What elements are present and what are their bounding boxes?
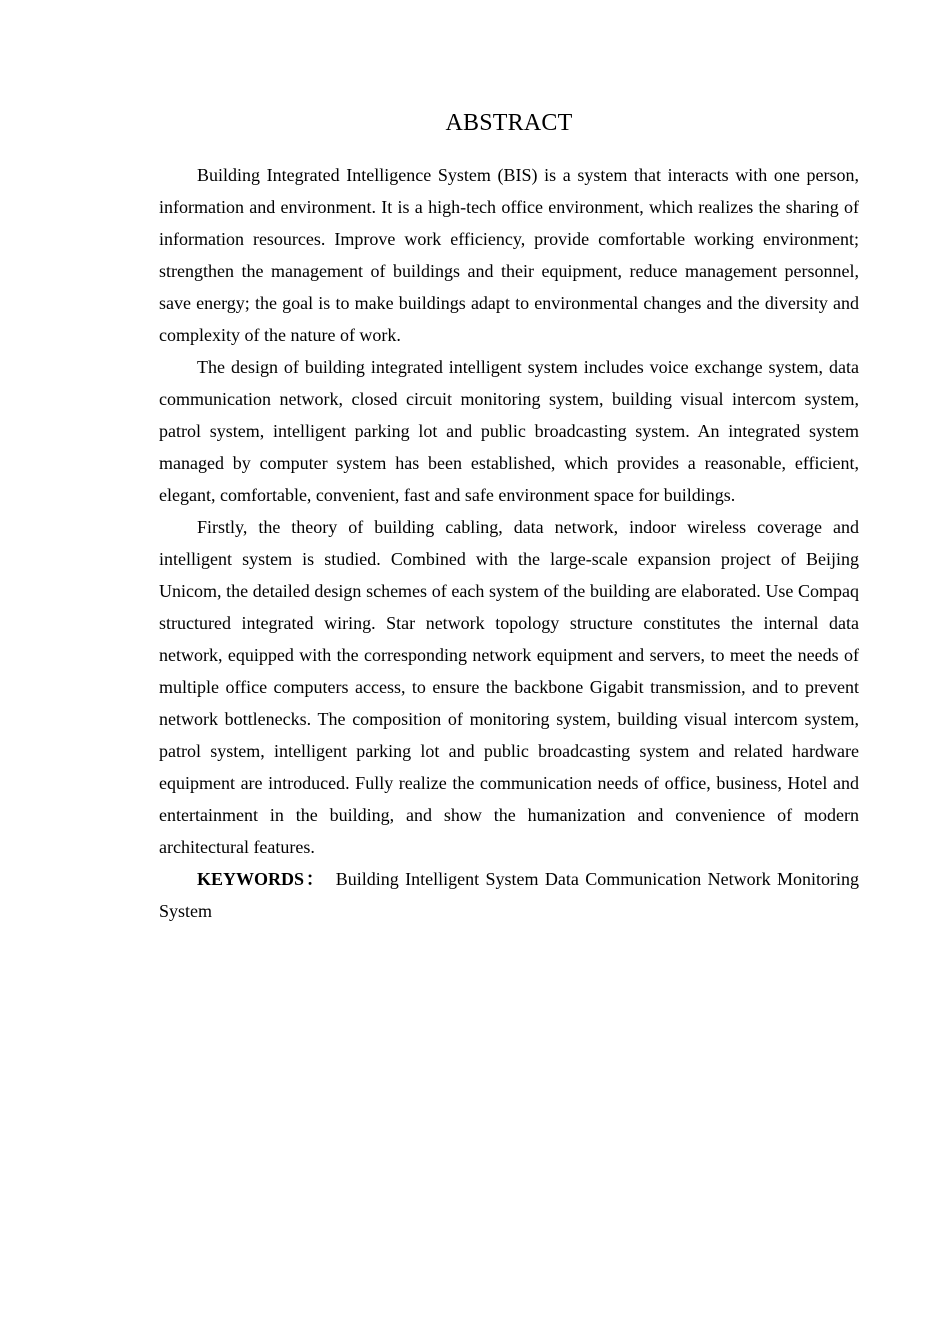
abstract-paragraph-1: Building Integrated Intelligence System (BIS) is a system that interacts with one person, information and environment. It is a high-tech office environment, which realizes the sharing of information resources. Improve work efficiency, provide comfortable working environment; strengthen the management of buildings and their equipment, reduce management personnel, save energy; the goal is to make buildings adapt to environmental changes and the diversity and complexity of the nature of work. [159,165,859,345]
abstract-title: ABSTRACT [445,110,573,136]
abstract-section [159,107,859,927]
abstract-paragraph-2: The design of building integrated intelligent system includes voice exchange system, data communication network, closed circuit monitoring system, building visual intercom system, patrol system, intelligent parking lot and public broadcasting system. An integrated system managed by computer system has been established, which provides a reasonable, efficient, elegant, comfortable, convenient, fast and safe environment space for buildings. [159,357,859,505]
keywords-separator: ： [304,869,326,889]
keywords-label: KEYWORDS [197,869,305,889]
keywords-text: Building Intelligent System Data Communication Network Monitoring System [159,869,859,921]
keywords-line [159,863,859,927]
abstract-paragraph-3: Firstly, the theory of building cabling, data network, indoor wireless coverage and intelligent system is studied. Combined with the large-scale expansion project of Beijing Unicom, the detailed design schemes of each system of the building are elaborated. Use Compaq structured integrated wiring. Star network topology structure constitutes the internal data network, equipped with the corresponding network equipment and servers, to meet the needs of multiple office computers access, to ensure the backbone Gigabit transmission, and to prevent network bottlenecks. The composition of monitoring system, building visual intercom system, patrol system, intelligent parking lot and public broadcasting system and related hardware equipment are introduced. Fully realize the communication needs of office, business, Hotel and entertainment in the building, and show the humanization and convenience of modern architectural features. [159,517,859,857]
